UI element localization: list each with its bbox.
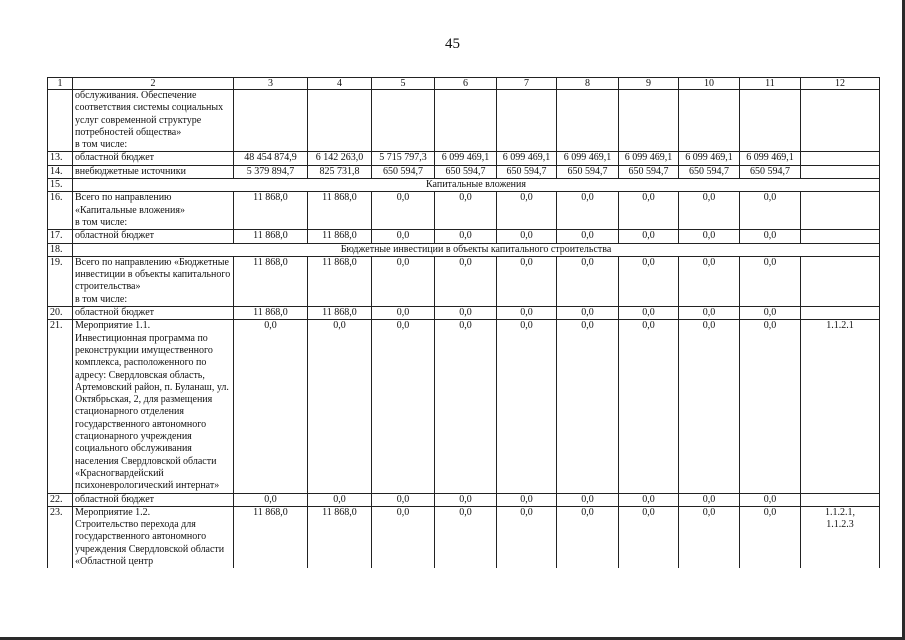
header-cell: 3: [234, 78, 308, 90]
row-number: 15.: [48, 179, 73, 192]
row-number: 20.: [48, 307, 73, 320]
value-cell: 11 868,0: [308, 307, 372, 320]
value-cell: 11 868,0: [308, 256, 372, 306]
value-cell: 6 099 469,1: [740, 152, 801, 165]
value-cell: 0,0: [557, 307, 619, 320]
value-cell: 0,0: [557, 320, 619, 493]
value-cell: 0,0: [497, 493, 557, 506]
table-row: [48, 320, 880, 493]
table-row: [48, 192, 880, 230]
value-cell: 0,0: [435, 307, 497, 320]
section-row: [48, 179, 880, 192]
value-cell: 650 594,7: [619, 165, 679, 178]
value-cell: 0,0: [435, 320, 497, 493]
code-cell: [801, 90, 880, 152]
section-title: Бюджетные инвестиции в объекты капитального строительства: [73, 243, 880, 256]
value-cell: 0,0: [740, 307, 801, 320]
value-cell: 0,0: [679, 256, 740, 306]
value-cell: 650 594,7: [372, 165, 435, 178]
value-cell: 6 099 469,1: [497, 152, 557, 165]
value-cell: 0,0: [435, 493, 497, 506]
value-cell: 6 099 469,1: [619, 152, 679, 165]
header-cell: 6: [435, 78, 497, 90]
table-row: [48, 90, 880, 152]
value-cell: 0,0: [740, 192, 801, 230]
table-row: [48, 493, 880, 506]
value-cell: [740, 90, 801, 152]
value-cell: 0,0: [372, 256, 435, 306]
value-cell: 0,0: [435, 230, 497, 243]
value-cell: 0,0: [234, 493, 308, 506]
value-cell: 0,0: [308, 493, 372, 506]
table-row: [48, 256, 880, 306]
value-cell: 0,0: [619, 506, 679, 568]
value-cell: 0,0: [497, 192, 557, 230]
value-cell: 0,0: [740, 256, 801, 306]
value-cell: 0,0: [557, 192, 619, 230]
value-cell: 0,0: [619, 307, 679, 320]
row-number: 21.: [48, 320, 73, 493]
code-cell: [801, 192, 880, 230]
row-name: областной бюджет: [73, 152, 234, 165]
row-name: Всего по направлению «Бюджетные инвестиции в объекты капитального строительства» в том числе:: [73, 256, 234, 306]
value-cell: 0,0: [497, 506, 557, 568]
value-cell: 0,0: [557, 230, 619, 243]
code-cell: 1.1.2.1: [801, 320, 880, 493]
value-cell: [557, 90, 619, 152]
value-cell: 11 868,0: [234, 506, 308, 568]
code-cell: [801, 307, 880, 320]
row-number: 18.: [48, 243, 73, 256]
row-name: областной бюджет: [73, 230, 234, 243]
table-row: [48, 307, 880, 320]
value-cell: 0,0: [679, 493, 740, 506]
value-cell: 0,0: [372, 307, 435, 320]
value-cell: 5 715 797,3: [372, 152, 435, 165]
header-cell: 9: [619, 78, 679, 90]
value-cell: 0,0: [435, 506, 497, 568]
value-cell: 0,0: [372, 506, 435, 568]
row-number: 22.: [48, 493, 73, 506]
header-cell: 8: [557, 78, 619, 90]
value-cell: 0,0: [740, 493, 801, 506]
value-cell: 5 379 894,7: [234, 165, 308, 178]
value-cell: 0,0: [497, 307, 557, 320]
value-cell: 0,0: [679, 506, 740, 568]
header-cell: 1: [48, 78, 73, 90]
row-name: Мероприятие 1.1. Инвестиционная программа по реконструкции имущественного комплекса, расположенного по адресу: Свердловская область, Артемовский район, п. Буланаш, ул. Октябрьская, 2, для размещения стационарного отделения государственного автономного стационарного учреждения социального обслуживания населения Свердловской области «Красногвардейский психоневрологический интернат»: [73, 320, 234, 493]
value-cell: 6 099 469,1: [557, 152, 619, 165]
value-cell: 0,0: [372, 192, 435, 230]
header-cell: 10: [679, 78, 740, 90]
value-cell: 0,0: [679, 307, 740, 320]
value-cell: 0,0: [497, 320, 557, 493]
value-cell: 48 454 874,9: [234, 152, 308, 165]
value-cell: 6 099 469,1: [435, 152, 497, 165]
header-cell: 12: [801, 78, 880, 90]
header-cell: 7: [497, 78, 557, 90]
row-name: внебюджетные источники: [73, 165, 234, 178]
table-row: [48, 230, 880, 243]
row-number: 23.: [48, 506, 73, 568]
value-cell: 0,0: [557, 493, 619, 506]
row-name: областной бюджет: [73, 493, 234, 506]
header-cell: 5: [372, 78, 435, 90]
value-cell: 650 594,7: [679, 165, 740, 178]
value-cell: 650 594,7: [497, 165, 557, 178]
value-cell: [497, 90, 557, 152]
code-cell: [801, 256, 880, 306]
value-cell: 0,0: [619, 192, 679, 230]
value-cell: 0,0: [619, 320, 679, 493]
value-cell: 0,0: [435, 192, 497, 230]
value-cell: 650 594,7: [435, 165, 497, 178]
code-cell: [801, 493, 880, 506]
value-cell: 0,0: [497, 256, 557, 306]
value-cell: 0,0: [308, 320, 372, 493]
row-number: 14.: [48, 165, 73, 178]
row-number: 17.: [48, 230, 73, 243]
value-cell: 650 594,7: [740, 165, 801, 178]
code-cell: [801, 152, 880, 165]
row-name: Всего по направлению «Капитальные вложения» в том числе:: [73, 192, 234, 230]
section-row: [48, 243, 880, 256]
row-name: областной бюджет: [73, 307, 234, 320]
value-cell: 0,0: [619, 493, 679, 506]
value-cell: 0,0: [372, 320, 435, 493]
table-row: [48, 506, 880, 568]
code-cell: [801, 165, 880, 178]
value-cell: 0,0: [497, 230, 557, 243]
value-cell: 11 868,0: [234, 192, 308, 230]
value-cell: 11 868,0: [308, 192, 372, 230]
budget-table: [47, 77, 880, 568]
value-cell: 0,0: [619, 230, 679, 243]
row-name: обслуживания. Обеспечение соответствия системы социальных услуг современной структуре потребностей общества» в том числе:: [73, 90, 234, 152]
value-cell: 6 142 263,0: [308, 152, 372, 165]
value-cell: 0,0: [679, 192, 740, 230]
code-cell: [801, 230, 880, 243]
page-number: 45: [445, 36, 460, 52]
value-cell: [619, 90, 679, 152]
value-cell: 11 868,0: [234, 230, 308, 243]
code-cell: 1.1.2.1, 1.1.2.3: [801, 506, 880, 568]
header-cell: 2: [73, 78, 234, 90]
value-cell: [435, 90, 497, 152]
value-cell: 0,0: [557, 256, 619, 306]
header-row: [48, 78, 880, 90]
value-cell: 0,0: [619, 256, 679, 306]
value-cell: 11 868,0: [234, 256, 308, 306]
value-cell: 0,0: [679, 320, 740, 493]
value-cell: 0,0: [372, 230, 435, 243]
row-name: Мероприятие 1.2. Строительство перехода для государственного автономного учреждения Свердловской области «Областной центр: [73, 506, 234, 568]
value-cell: 0,0: [435, 256, 497, 306]
value-cell: 0,0: [740, 230, 801, 243]
row-number: 16.: [48, 192, 73, 230]
value-cell: [372, 90, 435, 152]
section-title: Капитальные вложения: [73, 179, 880, 192]
value-cell: 11 868,0: [234, 307, 308, 320]
table-body: [48, 78, 880, 569]
value-cell: [679, 90, 740, 152]
table-row: [48, 152, 880, 165]
value-cell: 650 594,7: [557, 165, 619, 178]
header-cell: 11: [740, 78, 801, 90]
row-number: 19.: [48, 256, 73, 306]
header-cell: 4: [308, 78, 372, 90]
value-cell: [234, 90, 308, 152]
value-cell: 0,0: [372, 493, 435, 506]
value-cell: 0,0: [740, 320, 801, 493]
value-cell: 0,0: [679, 230, 740, 243]
value-cell: [308, 90, 372, 152]
row-number: 13.: [48, 152, 73, 165]
value-cell: 0,0: [234, 320, 308, 493]
row-number: [48, 90, 73, 152]
value-cell: 0,0: [740, 506, 801, 568]
value-cell: 825 731,8: [308, 165, 372, 178]
value-cell: 6 099 469,1: [679, 152, 740, 165]
value-cell: 11 868,0: [308, 230, 372, 243]
table-row: [48, 165, 880, 178]
value-cell: 0,0: [557, 506, 619, 568]
value-cell: 11 868,0: [308, 506, 372, 568]
